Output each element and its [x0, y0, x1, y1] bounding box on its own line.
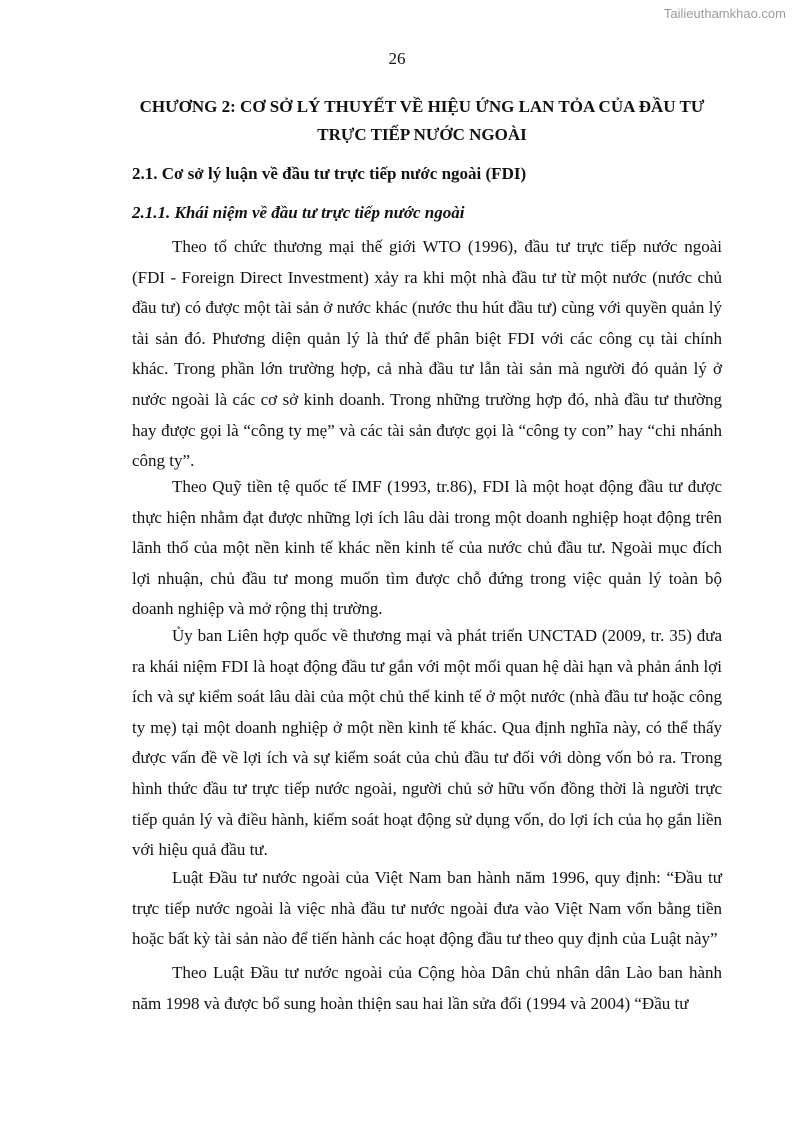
- chapter-title: [120, 93, 724, 149]
- chapter-title-line-2: TRỰC TIẾP NƯỚC NGOÀI: [317, 125, 527, 144]
- page-number: 26: [388, 49, 406, 68]
- section-heading: 2.1. Cơ sở lý luận về đầu tư trực tiếp nước ngoài (FDI): [132, 164, 527, 183]
- paragraph-unctad: Ủy ban Liên hợp quốc về thương mại và phát triển UNCTAD (2009, tr. 35) đưa ra khái niệm FDI là hoạt động đầu tư gắn với một mối quan hệ dài hạn và phản ánh lợi ích và sự kiểm soát lâu dài của một chủ thể kinh tế ở một nước (nhà đầu tư hoặc công ty mẹ) tại một doanh nghiệp ở một nền kinh tế khác. Qua định nghĩa này, có thể thấy được vấn đề về lợi ích và sự kiểm soát của chủ đầu tư đối với dòng vốn bỏ ra. Trong hình thức đầu tư trực tiếp nước ngoài, người chủ sở hữu vốn đồng thời là người trực tiếp quản lý và điều hành, kiểm soát hoạt động sử dụng vốn, do lợi ích của họ gắn liền với hiệu quả đầu tư.: [132, 626, 722, 860]
- paragraph-vietnam-law: Luật Đầu tư nước ngoài của Việt Nam ban hành năm 1996, quy định: “Đầu tư trực tiếp nước ngoài là việc nhà đầu tư nước ngoài đưa vào Việt Nam vốn bằng tiền hoặc bất kỳ tài sản nào để tiến hành các hoạt động đầu tư theo quy định của Luật này”: [132, 868, 722, 949]
- paragraph-imf: Theo Quỹ tiền tệ quốc tế IMF (1993, tr.86), FDI là một hoạt động đầu tư được thực hiện nhằm đạt được những lợi ích lâu dài trong một doanh nghiệp hoạt động trên lãnh thổ của một nền kinh tế khác nền kinh tế của nước chủ đầu tư. Ngoài mục đích lợi nhuận, chủ đầu tư mong muốn tìm được chỗ đứng trong việc quản lý toàn bộ doanh nghiệp và mở rộng thị trường.: [132, 477, 722, 619]
- watermark: Tailieuthamkhao.com: [663, 6, 786, 21]
- chapter-title-line-1: CHƯƠNG 2: CƠ SỞ LÝ THUYẾT VỀ HIỆU ỨNG LAN TỎA CỦA ĐẦU TƯ: [139, 97, 705, 116]
- subsection-heading: 2.1.1. Khái niệm về đầu tư trực tiếp nước ngoài: [132, 203, 465, 222]
- paragraph-laos-law: Theo Luật Đầu tư nước ngoài của Cộng hòa Dân chủ nhân dân Lào ban hành năm 1998 và được bổ sung hoàn thiện sau hai lần sửa đổi (1994 và 2004) “Đầu tư: [132, 963, 722, 1013]
- paragraph-wto: Theo tổ chức thương mại thế giới WTO (1996), đầu tư trực tiếp nước ngoài (FDI - Foreign Direct Investment) xảy ra khi một nhà đầu tư từ một nước (nước chủ đầu tư) có được một tài sản ở nước khác (nước thu hút đầu tư) cùng với quyền quản lý tài sản đó. Phương diện quản lý là thứ để phân biệt FDI với các công cụ tài chính khác. Trong phần lớn trường hợp, cả nhà đầu tư lẫn tài sản mà người đó quản lý ở nước ngoài là các cơ sở kinh doanh. Trong những trường hợp đó, nhà đầu tư thường hay được gọi là “công ty mẹ” và các tài sản được gọi là “công ty con” hay “chi nhánh công ty”.: [132, 237, 722, 471]
